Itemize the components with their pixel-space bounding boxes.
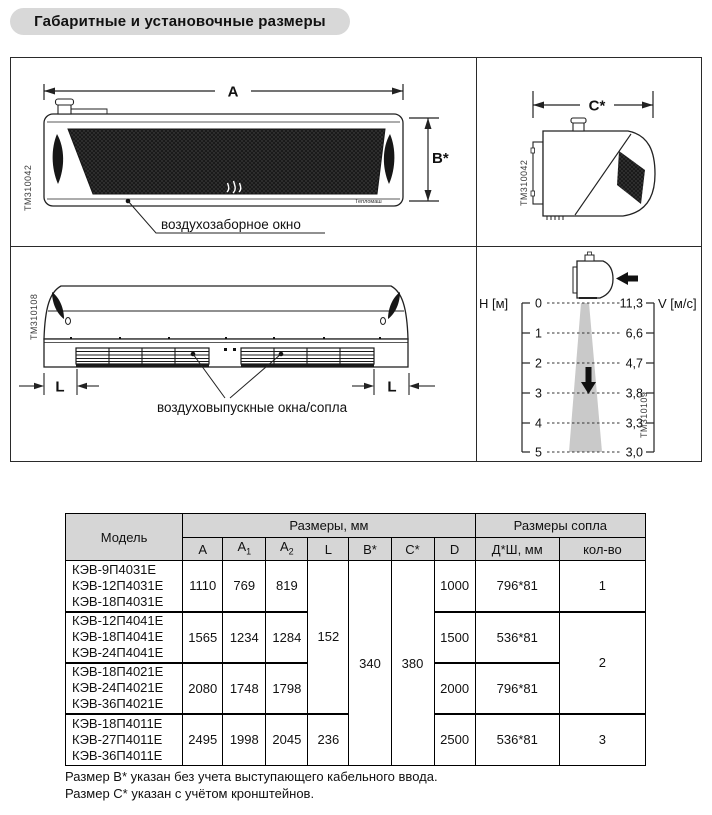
page-title: Габаритные и установочные размеры: [10, 8, 350, 35]
value-a1: 1748: [223, 663, 266, 714]
value-nozzle: 536*81: [475, 612, 559, 663]
value-d: 2000: [434, 663, 475, 714]
h-axis-ticks: [535, 297, 542, 460]
outlet-grille-left: [76, 348, 209, 366]
value-a: 2080: [183, 663, 223, 714]
value-d: 1000: [434, 561, 475, 612]
side-view-cell: [477, 58, 700, 245]
dim-l-right-label: L: [387, 378, 397, 396]
v-tick: 6,6: [625, 326, 643, 341]
value-a2: 1284: [266, 612, 308, 663]
airflow-chart: [477, 247, 700, 461]
front-view-drawing: [11, 58, 475, 245]
col-header-a: A: [183, 538, 223, 561]
v-tick: 3,0: [625, 445, 643, 460]
intake-direction-arrow-icon: [616, 272, 638, 285]
h-tick: 2: [535, 356, 542, 371]
value-qty: 2: [559, 612, 645, 714]
value-a1: 769: [223, 561, 266, 612]
value-a2: 2045: [266, 714, 308, 766]
h-axis-title: H [м]: [479, 296, 509, 311]
arrowhead-right-icon: [642, 102, 653, 109]
value-qty: 3: [559, 714, 645, 766]
h-tick: 5: [535, 445, 542, 460]
model-name: КЭВ-24П4041Е: [72, 645, 164, 660]
value-b: 340: [349, 561, 391, 766]
arrowhead-icon: [34, 383, 44, 389]
col-header-nozzle-qty: кол-во: [559, 538, 645, 561]
arrowhead-icon: [364, 383, 374, 389]
model-name: КЭВ-12П4041Е: [72, 613, 164, 628]
arrowhead-up-icon: [425, 118, 432, 129]
col-header-nozzle-size: Д*Ш, мм: [475, 538, 559, 561]
value-a1: 1234: [223, 612, 266, 663]
intake-grille: [68, 129, 385, 194]
dimensions-table: [65, 513, 646, 766]
drawing-code: TM310042: [519, 159, 529, 206]
footnotes: [65, 769, 438, 802]
model-name: КЭВ-12П4031Е: [72, 577, 164, 593]
table-row: [66, 561, 646, 612]
value-a: 2495: [183, 714, 223, 766]
outlet-callout-text: воздуховыпускные окна/сопла: [157, 400, 348, 415]
col-header-a1: [223, 538, 266, 561]
col-header-l: L: [308, 538, 349, 561]
value-a2: 1798: [266, 663, 308, 714]
h-tick: 4: [535, 416, 542, 431]
v-axis-title: V [м/с]: [658, 296, 697, 311]
model-name: КЭВ-36П4021Е: [72, 696, 164, 711]
arrowhead-left-icon: [44, 88, 55, 95]
bottom-view-cell: [11, 247, 475, 461]
arrowhead-icon: [409, 383, 419, 389]
h-tick: 1: [535, 326, 542, 341]
h-tick: 3: [535, 386, 542, 401]
value-nozzle: 796*81: [475, 663, 559, 714]
value-a: 1565: [183, 612, 223, 663]
v-tick: 4,7: [625, 356, 643, 371]
model-name: КЭВ-27П4011Е: [72, 731, 163, 747]
drawing-code: TM310109: [639, 391, 649, 438]
model-name: КЭВ-18П4041Е: [72, 629, 164, 644]
dimension-a: [44, 84, 403, 100]
value-qty: 1: [559, 561, 645, 612]
arrowhead-right-icon: [392, 88, 403, 95]
airflow-chart-cell: [477, 247, 700, 461]
brand-logo-text: Тепломаш: [355, 199, 382, 205]
cable-gland-icon: [571, 118, 586, 131]
h-tick: 0: [535, 296, 542, 311]
v-tick: 3,3: [625, 416, 643, 431]
table-group-header-row: [66, 514, 646, 538]
col-header-c: C*: [391, 538, 434, 561]
value-l: 236: [308, 714, 349, 766]
value-d: 1500: [434, 612, 475, 663]
col-header-d: D: [434, 538, 475, 561]
drawings-frame: [10, 57, 702, 462]
outlet-grille-right: [241, 348, 374, 366]
v-tick: 11,3: [619, 296, 643, 311]
model-name: КЭВ-18П4011Е: [72, 715, 163, 731]
value-a: 1110: [183, 561, 223, 612]
a1-base: A: [237, 538, 247, 554]
bottom-view-drawing: [11, 247, 475, 461]
model-name: КЭВ-36П4011Е: [72, 747, 163, 763]
value-nozzle: 796*81: [475, 561, 559, 612]
value-l: 152: [308, 561, 349, 714]
v-tick: 3,8: [625, 386, 643, 401]
model-cell: [66, 714, 183, 766]
col-group-dimensions: Размеры, мм: [183, 514, 476, 538]
col-header-b: B*: [349, 538, 391, 561]
drawing-code: TM310108: [29, 293, 39, 340]
model-name: КЭВ-24П4021Е: [72, 680, 164, 695]
drawing-code: TM310042: [23, 164, 33, 211]
dim-b-label: B*: [432, 150, 449, 167]
footnote-c: Размер С* указан с учётом кронштейнов.: [65, 785, 315, 801]
footnote-b: Размер В* указан без учета выступающего кабельного ввода.: [65, 769, 438, 784]
model-name: КЭВ-18П4021Е: [72, 664, 164, 679]
col-group-nozzle: Размеры сопла: [475, 514, 645, 538]
a2-base: A: [280, 538, 289, 554]
model-name: КЭВ-9П4031Е: [72, 561, 157, 577]
h-axis: [522, 303, 530, 452]
value-a1: 1998: [223, 714, 266, 766]
value-a2: 819: [266, 561, 308, 612]
dim-c-label: C*: [588, 97, 606, 115]
air-curtain-bottom-body: [44, 286, 408, 367]
arrowhead-left-icon: [533, 102, 544, 109]
arrowhead-icon: [77, 383, 87, 389]
model-name: КЭВ-18П4031Е: [72, 593, 164, 609]
intake-callout-text: воздухозаборное окно: [161, 217, 301, 232]
model-cell: [66, 612, 183, 663]
value-c: 380: [391, 561, 434, 766]
a1-sub: 1: [246, 546, 252, 557]
side-view-drawing: [477, 58, 700, 245]
col-header-a2: [266, 538, 308, 561]
value-d: 2500: [434, 714, 475, 766]
value-nozzle: 536*81: [475, 714, 559, 766]
air-curtain-side-body: [531, 118, 655, 220]
col-header-model: Модель: [66, 514, 183, 561]
dim-a-label: A: [227, 83, 239, 101]
arrowhead-down-icon: [425, 190, 432, 201]
air-curtain-pictogram: [573, 252, 613, 298]
cable-gland-icon: [56, 99, 108, 114]
model-cell: [66, 561, 183, 612]
front-view-cell: [11, 58, 475, 245]
model-cell: [66, 663, 183, 714]
dim-l-left-label: L: [55, 378, 65, 396]
air-curtain-front-body: [44, 99, 403, 206]
a2-sub: 2: [288, 546, 294, 557]
